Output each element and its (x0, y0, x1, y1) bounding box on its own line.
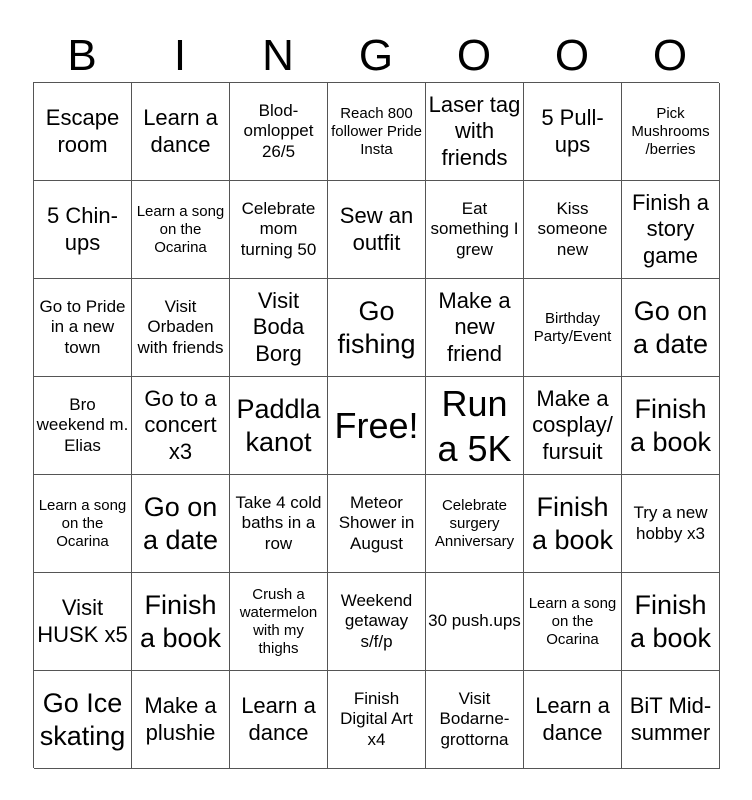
bingo-cell[interactable]: Finish a book (524, 475, 622, 573)
bingo-cell[interactable]: Finish Digital Art x4 (328, 671, 426, 769)
bingo-cell[interactable]: Pick Mushrooms /berries (622, 83, 720, 181)
bingo-cell[interactable]: Finish a story game (622, 181, 720, 279)
bingo-cell[interactable]: Go to a concert x3 (132, 377, 230, 475)
bingo-cell[interactable]: Meteor Shower in August (328, 475, 426, 573)
bingo-header (33, 30, 719, 82)
header-letter-2: I (173, 31, 187, 80)
bingo-cell[interactable]: Learn a song on the Ocarina (524, 573, 622, 671)
bingo-cell[interactable]: Bro weekend m. Elias (34, 377, 132, 475)
bingo-cell[interactable]: BiT Mid-summer (622, 671, 720, 769)
bingo-cell[interactable]: Make a plushie (132, 671, 230, 769)
bingo-cell[interactable]: Learn a dance (132, 83, 230, 181)
bingo-cell[interactable]: Go on a date (132, 475, 230, 573)
bingo-cell[interactable]: Paddla kanot (230, 377, 328, 475)
bingo-cell[interactable]: Learn a dance (524, 671, 622, 769)
bingo-cell[interactable]: 30 push.ups (426, 573, 524, 671)
header-letter-7: O (652, 31, 688, 80)
header-letter-6: O (554, 31, 590, 80)
header-letter-4: G (358, 31, 394, 80)
bingo-grid (33, 82, 719, 768)
bingo-cell[interactable]: Celebrate surgery Anniversary (426, 475, 524, 573)
header-letter-5: O (456, 31, 492, 80)
bingo-cell[interactable]: Sew an outfit (328, 181, 426, 279)
bingo-cell[interactable]: Learn a song on the Ocarina (132, 181, 230, 279)
bingo-cell[interactable]: Make a cosplay/ fursuit (524, 377, 622, 475)
bingo-cell[interactable]: Free! (328, 377, 426, 475)
bingo-cell[interactable]: Go to Pride in a new town (34, 279, 132, 377)
bingo-cell[interactable]: Crush a watermelon with my thighs (230, 573, 328, 671)
bingo-cell[interactable]: Try a new hobby x3 (622, 475, 720, 573)
bingo-cell[interactable]: Visit Bodarne-grottorna (426, 671, 524, 769)
bingo-cell[interactable]: Eat something I grew (426, 181, 524, 279)
header-letter-3: N (262, 31, 294, 80)
header-letter-1: B (67, 31, 97, 80)
bingo-cell[interactable]: Visit Boda Borg (230, 279, 328, 377)
bingo-cell[interactable]: Finish a book (622, 573, 720, 671)
bingo-cell[interactable]: Finish a book (622, 377, 720, 475)
bingo-cell[interactable]: Birthday Party/Event (524, 279, 622, 377)
bingo-cell[interactable]: 5 Pull-ups (524, 83, 622, 181)
bingo-cell[interactable]: Learn a song on the Ocarina (34, 475, 132, 573)
bingo-cell[interactable]: Weekend getaway s/f/p (328, 573, 426, 671)
bingo-cell[interactable]: Go on a date (622, 279, 720, 377)
bingo-cell[interactable]: Celebrate mom turning 50 (230, 181, 328, 279)
bingo-cell[interactable]: Take 4 cold baths in a row (230, 475, 328, 573)
bingo-cell[interactable]: Reach 800 follower Pride Insta (328, 83, 426, 181)
bingo-cell[interactable]: 5 Chin-ups (34, 181, 132, 279)
bingo-cell[interactable]: Finish a book (132, 573, 230, 671)
bingo-cell[interactable]: Blod-omloppet 26/5 (230, 83, 328, 181)
bingo-cell[interactable]: Escape room (34, 83, 132, 181)
bingo-cell[interactable]: Visit HUSK x5 (34, 573, 132, 671)
bingo-cell[interactable]: Kiss someone new (524, 181, 622, 279)
bingo-cell[interactable]: Go Ice skating (34, 671, 132, 769)
bingo-cell[interactable]: Laser tag with friends (426, 83, 524, 181)
bingo-cell[interactable]: Make a new friend (426, 279, 524, 377)
bingo-cell[interactable]: Run a 5K (426, 377, 524, 475)
bingo-cell[interactable]: Learn a dance (230, 671, 328, 769)
bingo-cell[interactable]: Go fishing (328, 279, 426, 377)
bingo-cell[interactable]: Visit Orbaden with friends (132, 279, 230, 377)
